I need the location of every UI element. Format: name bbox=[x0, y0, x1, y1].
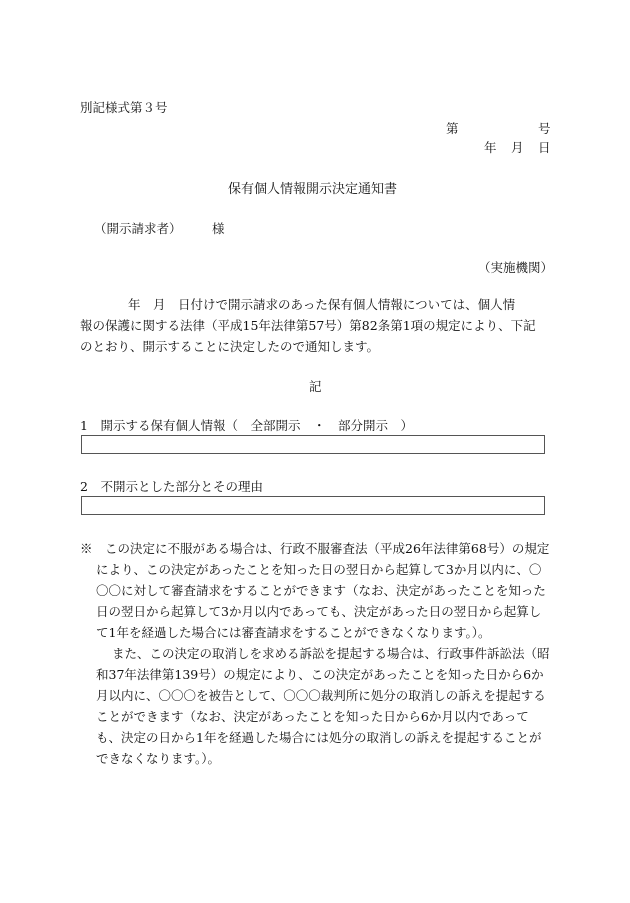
doc-number-prefix: 第 bbox=[446, 121, 459, 136]
section-2-field[interactable] bbox=[81, 496, 545, 515]
date-day: 日 bbox=[538, 140, 551, 155]
body-line-1: 年 月 日付けで開示請求のあった保有個人情報については、個人情 bbox=[128, 297, 516, 312]
section-2-label: 2 不開示とした部分とその理由 bbox=[80, 479, 263, 494]
body-line-3: のとおり、開示することに決定したので通知します。 bbox=[80, 339, 380, 354]
document-title: 保有個人情報開示決定通知書 bbox=[228, 182, 398, 197]
section-1-label: 1 開示する保有個人情報（ 全部開示 ・ 部分開示 ） bbox=[80, 418, 413, 433]
body-line-2: 報の保護に関する法律（平成15年法律第57号）第82条第1項の規定により、下記 bbox=[80, 318, 536, 333]
issuer: （実施機関） bbox=[478, 260, 554, 275]
notice-paragraph-2: また、この決定の取消しを求める訴訟を提起する場合は、行政事件訴訟法（昭和37年法律第139号）の規定により、この決定があったことを知った日から6か月以内に、〇〇〇を被告として、〇〇〇裁判所に処分の取消しの訴えを提起することができます（なお、決定があったことを知った日から6か月以内であっても、決定の日から1年を経過した場合には処分の取消しの訴えを提起することができなくなります。）。 bbox=[96, 646, 550, 766]
ki-heading: 記 bbox=[309, 379, 322, 394]
notice-paragraph-1: ※ この決定に不服がある場合は、行政不服審査法（平成26年法律第68号）の規定により、この決定があったことを知った日の翌日から起算して3か月以内に、〇〇〇に対して審査請求をすることができます（なお、決定があったことを知った日の翌日から起算して3か月以内であっても、決定があった日の翌日から起算して1年を経過した場合には審査請求をすることができなくなります。）。 bbox=[80, 541, 550, 640]
recipient-honorific: 様 bbox=[212, 221, 225, 236]
notice bbox=[80, 538, 552, 769]
date-year: 年 bbox=[484, 140, 497, 155]
section-1-field[interactable] bbox=[81, 435, 545, 454]
recipient-name: （開示請求者） bbox=[94, 221, 182, 236]
form-number: 別記様式第３号 bbox=[80, 100, 168, 115]
date-month: 月 bbox=[511, 140, 524, 155]
doc-number-suffix: 号 bbox=[538, 121, 551, 136]
